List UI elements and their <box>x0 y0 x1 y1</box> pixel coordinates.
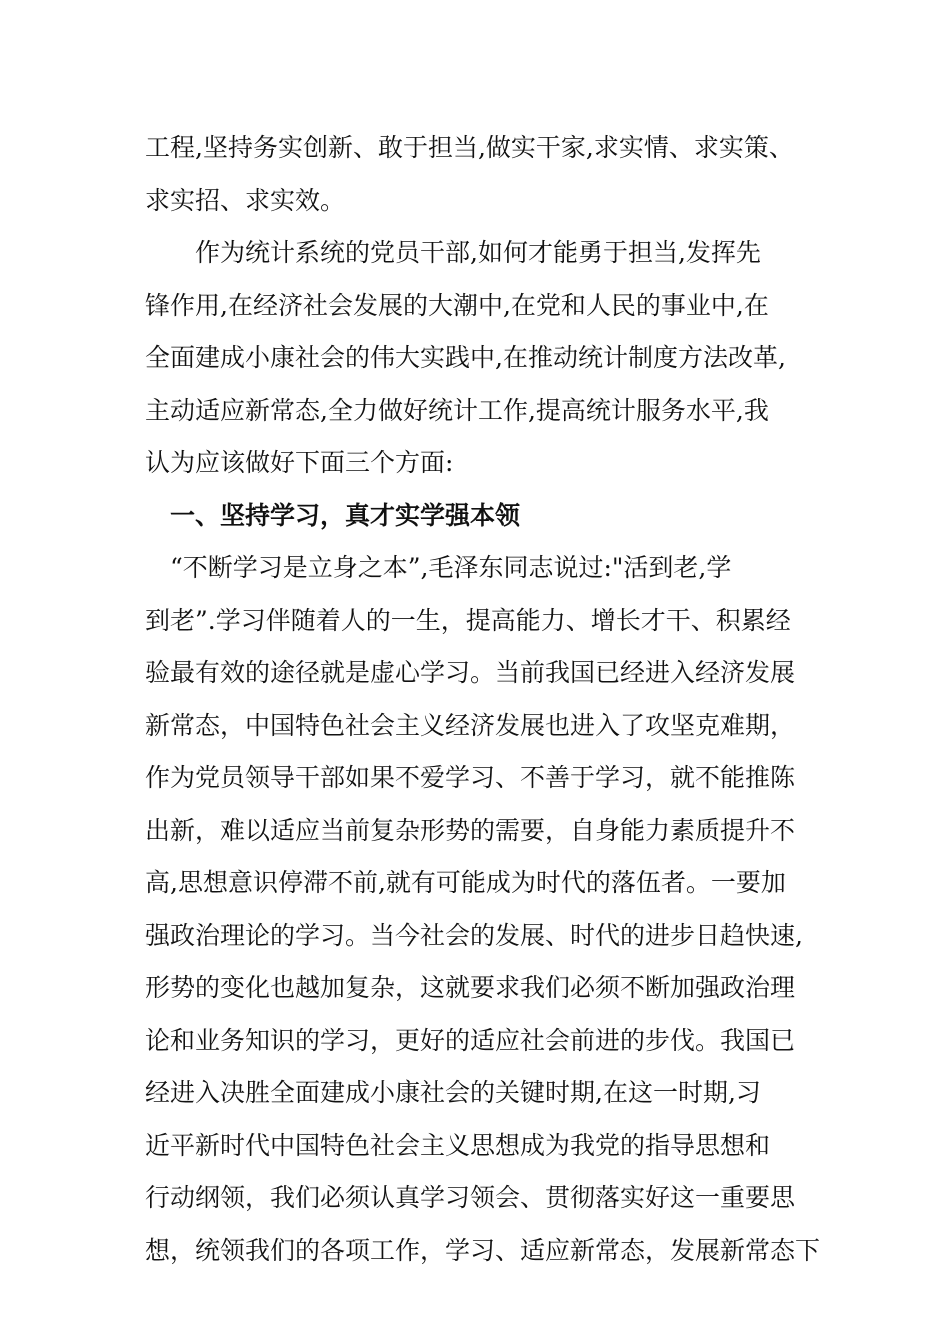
text-line-16: 强政治理论的学习。当今社会的发展、时代的进步日趋快速, <box>145 921 803 950</box>
section-heading: 一、坚持学习，真才实学强本领 <box>145 501 521 530</box>
text-line-1: 工程,坚持务实创新、敢于担当,做实干家,求实情、求实策、 <box>145 133 794 162</box>
text-line-21: 行动纲领，我们必须认真学习领会、贯彻落实好这一重要思 <box>145 1183 796 1212</box>
text-line-12: 新常态，中国特色社会主义经济发展也进入了攻坚克难期， <box>145 711 796 740</box>
text-line-9: “不断学习是立身之本”,毛泽东同志说过:"活到老,学 <box>145 553 732 582</box>
text-line-15: 高,思想意识停滞不前,就有可能成为时代的落伍者。一要加 <box>145 868 786 897</box>
text-line-6: 主动适应新常态,全力做好统计工作,提高统计服务水平,我 <box>145 396 769 425</box>
paragraph-start-line: 作为统计系统的党员干部,如何才能勇于担当,发挥先 <box>145 238 761 267</box>
text-line-17: 形势的变化也越加复杂，这就要求我们必须不断加强政治理 <box>145 973 796 1002</box>
text-line-13: 作为党员领导干部如果不爱学习、不善于学习，就不能推陈 <box>145 763 796 792</box>
text-line-19: 经进入决胜全面建成小康社会的关键时期,在这一时期,习 <box>145 1078 761 1107</box>
text-line-20: 近平新时代中国特色社会主义思想成为我党的指导思想和 <box>145 1131 771 1160</box>
text-line-7: 认为应该做好下面三个方面: <box>145 448 454 477</box>
text-line-22: 想，统领我们的各项工作，学习、适应新常态，发展新常态下 <box>145 1236 821 1265</box>
text-line-11: 验最有效的途径就是虚心学习。当前我国已经进入经济发展 <box>145 658 796 687</box>
text-line-18: 论和业务知识的学习，更好的适应社会前进的步伐。我国已 <box>145 1026 796 1055</box>
text-line-10: 到老”.学习伴随着人的一生，提高能力、增长才干、积累经 <box>145 606 791 635</box>
text-line-2: 求实招、求实效。 <box>145 186 346 215</box>
text-line-4: 锋作用,在经济社会发展的大潮中,在党和人民的事业中,在 <box>145 291 769 320</box>
text-line-5: 全面建成小康社会的伟大实践中,在推动统计制度方法改革, <box>145 343 786 372</box>
text-line-14: 出新，难以适应当前复杂形势的需要，自身能力素质提升不 <box>145 816 796 845</box>
